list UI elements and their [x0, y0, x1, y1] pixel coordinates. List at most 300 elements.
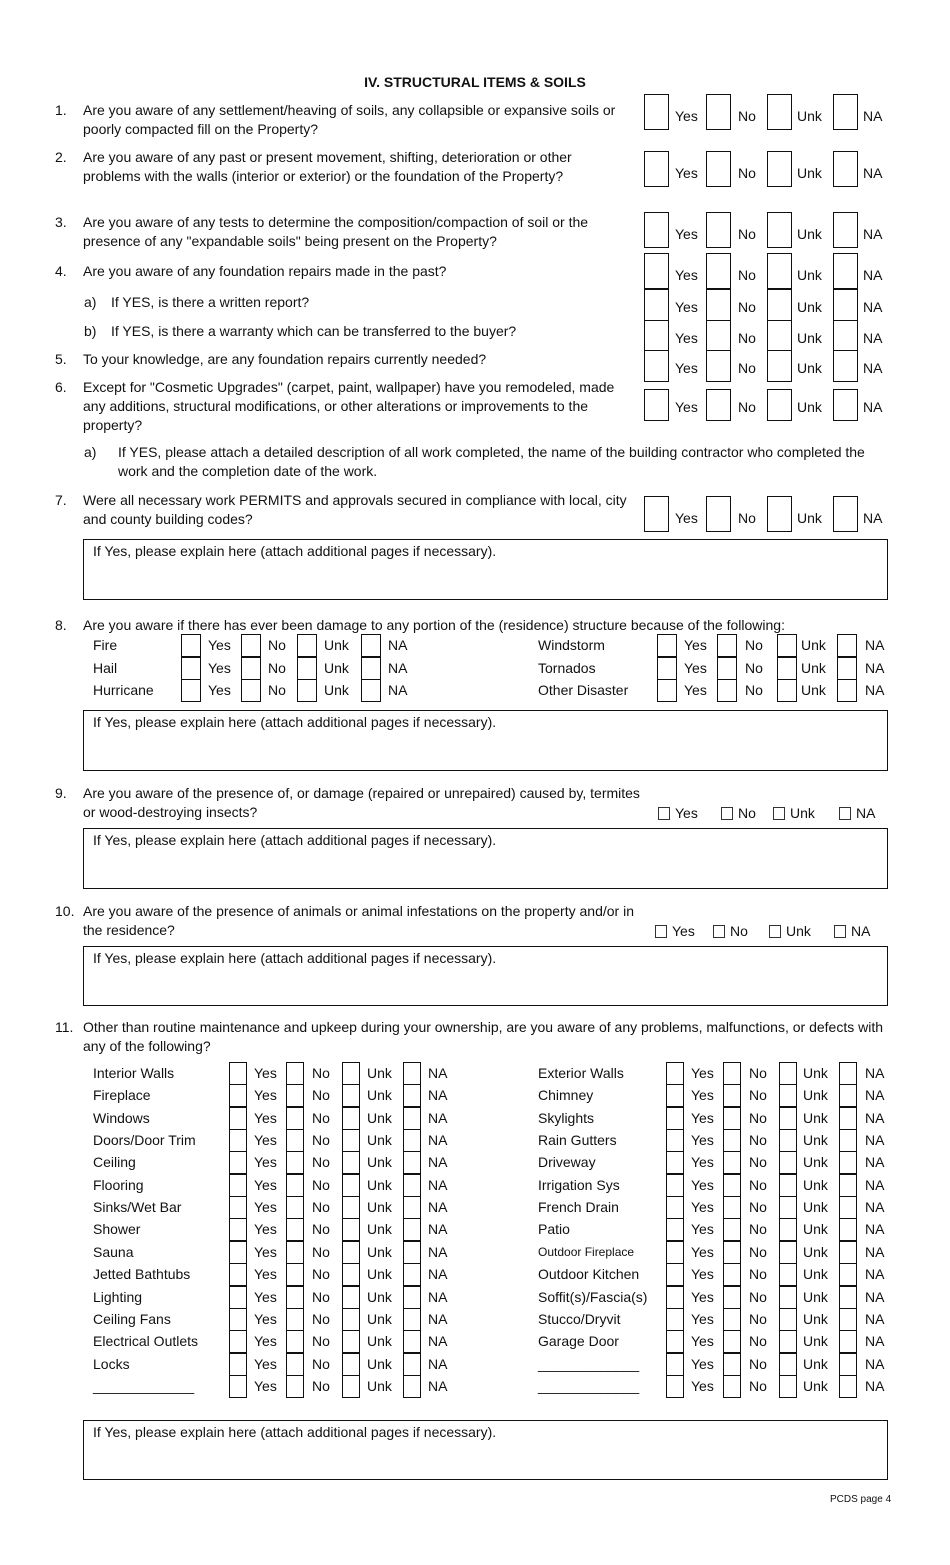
- checkbox-unk[interactable]: [767, 151, 792, 187]
- checkbox-square-icon[interactable]: [721, 807, 733, 820]
- option-label: Unk: [367, 1266, 392, 1283]
- checkbox-na[interactable]: [833, 212, 858, 248]
- option-label: NA: [863, 267, 883, 283]
- checkbox-unk[interactable]: [342, 1151, 360, 1174]
- checkbox-square-icon[interactable]: [769, 925, 781, 938]
- option-label: Unk: [367, 1377, 392, 1394]
- checkbox-na[interactable]: [839, 1263, 857, 1286]
- item-label: _____________: [93, 1377, 195, 1394]
- option-label: Yes: [208, 659, 231, 676]
- checkbox-na[interactable]: [403, 1129, 421, 1152]
- checkbox-no[interactable]: [286, 1218, 304, 1241]
- question-number: a): [84, 444, 97, 460]
- question-text: If YES, please attach a detailed description of all work completed, the name of the building contractor who completed the work and the completion date of the work.: [118, 444, 865, 479]
- option-label: Unk: [797, 165, 822, 181]
- checkbox-na[interactable]: [403, 1330, 421, 1353]
- item-label: Sinks/Wet Bar: [93, 1199, 182, 1216]
- checkbox-na[interactable]: [837, 679, 857, 702]
- checkbox-unk[interactable]: [779, 1062, 797, 1085]
- checkbox-yes[interactable]: [657, 634, 677, 657]
- checkbox-unk[interactable]: [342, 1129, 360, 1152]
- option-label: Yes: [254, 1310, 277, 1327]
- option-label: No: [749, 1154, 767, 1171]
- question-number: 9.: [55, 785, 67, 801]
- checkbox-na[interactable]: [839, 1218, 857, 1241]
- checkbox-na[interactable]: [403, 1353, 421, 1376]
- option-label: NA: [428, 1266, 448, 1283]
- checkbox-no[interactable]: [706, 253, 731, 289]
- option-label: Yes: [691, 1288, 714, 1305]
- option-label: Unk: [803, 1087, 828, 1104]
- checkbox-no[interactable]: [706, 212, 731, 248]
- checkbox-no[interactable]: [723, 1375, 741, 1398]
- item-label: Interior Walls: [93, 1065, 175, 1081]
- checkbox-yes[interactable]: [644, 496, 669, 532]
- option-label: No: [738, 330, 756, 346]
- option-label: Unk: [367, 1333, 392, 1350]
- explanation-box[interactable]: [83, 710, 888, 771]
- option-label: No: [268, 659, 286, 676]
- option-label: Yes: [675, 226, 698, 242]
- option-label: No: [749, 1109, 767, 1126]
- checkbox-na[interactable]: [403, 1196, 421, 1219]
- option-label: Yes: [684, 637, 707, 653]
- option-label: NA: [863, 299, 883, 315]
- checkbox-no[interactable]: [723, 1196, 741, 1219]
- hazard-label: Windstorm: [538, 637, 605, 653]
- checkbox-yes[interactable]: [229, 1151, 247, 1174]
- checkbox-yes[interactable]: [658, 804, 698, 822]
- checkbox-na[interactable]: [839, 1151, 857, 1174]
- checkbox-yes[interactable]: [229, 1286, 247, 1309]
- checkbox-unk[interactable]: [342, 1286, 360, 1309]
- option-label: Yes: [254, 1154, 277, 1171]
- checkbox-no[interactable]: [706, 320, 731, 352]
- checkbox-no[interactable]: [286, 1375, 304, 1398]
- option-label: No: [730, 923, 748, 939]
- checkbox-no[interactable]: [241, 679, 261, 702]
- checkbox-na[interactable]: [833, 496, 858, 532]
- checkbox-unk[interactable]: [773, 804, 815, 822]
- checkbox-unk[interactable]: [779, 1218, 797, 1241]
- checkbox-yes[interactable]: [666, 1084, 684, 1107]
- checkbox-na[interactable]: [403, 1151, 421, 1174]
- checkbox-square-icon[interactable]: [713, 925, 725, 938]
- checkbox-na[interactable]: [839, 804, 875, 822]
- explanation-hint: If Yes, please explain here (attach additional pages if necessary).: [93, 543, 497, 559]
- option-label: Unk: [797, 330, 822, 346]
- option-label: NA: [865, 1109, 885, 1126]
- checkbox-na[interactable]: [361, 657, 381, 680]
- explanation-hint: If Yes, please explain here (attach additional pages if necessary).: [93, 1424, 497, 1440]
- checkbox-na[interactable]: [403, 1241, 421, 1264]
- option-label: Yes: [691, 1333, 714, 1350]
- checkbox-yes[interactable]: [229, 1129, 247, 1152]
- checkbox-no[interactable]: [723, 1218, 741, 1241]
- checkbox-yes[interactable]: [644, 151, 669, 187]
- option-label: Unk: [803, 1310, 828, 1327]
- checkbox-no[interactable]: [723, 1286, 741, 1309]
- explanation-hint: If Yes, please explain here (attach additional pages if necessary).: [93, 950, 497, 966]
- checkbox-unk[interactable]: [297, 634, 317, 657]
- option-label: No: [312, 1377, 330, 1394]
- checkbox-unk[interactable]: [767, 253, 792, 289]
- checkbox-yes[interactable]: [229, 1107, 247, 1130]
- option-label: No: [312, 1221, 330, 1238]
- checkbox-square-icon[interactable]: [839, 807, 851, 820]
- checkbox-na[interactable]: [837, 634, 857, 657]
- checkbox-no[interactable]: [286, 1174, 304, 1197]
- checkbox-na[interactable]: [833, 320, 858, 352]
- checkbox-no[interactable]: [723, 1353, 741, 1376]
- checkbox-no[interactable]: [723, 1330, 741, 1353]
- checkbox-unk[interactable]: [297, 679, 317, 702]
- checkbox-no[interactable]: [717, 634, 737, 657]
- checkbox-unk[interactable]: [342, 1353, 360, 1376]
- checkbox-unk[interactable]: [779, 1286, 797, 1309]
- checkbox-yes[interactable]: [657, 679, 677, 702]
- checkbox-unk[interactable]: [342, 1375, 360, 1398]
- checkbox-yes[interactable]: [666, 1241, 684, 1264]
- checkbox-na[interactable]: [403, 1218, 421, 1241]
- checkbox-na[interactable]: [837, 657, 857, 680]
- option-label: No: [312, 1288, 330, 1305]
- option-label: No: [749, 1132, 767, 1149]
- option-label: Yes: [672, 923, 695, 939]
- checkbox-na[interactable]: [403, 1375, 421, 1398]
- checkbox-no[interactable]: [721, 804, 756, 822]
- checkbox-yes[interactable]: [666, 1174, 684, 1197]
- section-title: IV. STRUCTURAL ITEMS & SOILS: [364, 74, 586, 90]
- checkbox-no[interactable]: [286, 1196, 304, 1219]
- checkbox-no[interactable]: [286, 1151, 304, 1174]
- checkbox-yes[interactable]: [666, 1129, 684, 1152]
- option-label: Unk: [803, 1243, 828, 1260]
- question-text: Are you aware if there has ever been damage to any portion of the (residence) structure because of the following:: [83, 617, 785, 633]
- checkbox-na[interactable]: [839, 1286, 857, 1309]
- option-label: Unk: [803, 1266, 828, 1283]
- checkbox-no[interactable]: [723, 1151, 741, 1174]
- option-label: NA: [865, 1154, 885, 1171]
- option-label: No: [312, 1310, 330, 1327]
- checkbox-yes[interactable]: [666, 1263, 684, 1286]
- checkbox-no[interactable]: [723, 1084, 741, 1107]
- checkbox-no[interactable]: [241, 634, 261, 657]
- checkbox-no[interactable]: [286, 1308, 304, 1331]
- option-label: Yes: [691, 1243, 714, 1260]
- checkbox-no[interactable]: [723, 1129, 741, 1152]
- checkbox-yes[interactable]: [657, 657, 677, 680]
- option-label: Unk: [803, 1176, 828, 1193]
- item-label: Sauna: [93, 1243, 134, 1260]
- checkbox-no[interactable]: [717, 657, 737, 680]
- option-label: NA: [388, 682, 408, 698]
- checkbox-yes[interactable]: [181, 634, 201, 657]
- checkbox-no[interactable]: [241, 657, 261, 680]
- checkbox-na[interactable]: [833, 151, 858, 187]
- option-label: NA: [428, 1243, 448, 1260]
- checkbox-yes[interactable]: [229, 1353, 247, 1376]
- option-label: NA: [863, 165, 883, 181]
- checkbox-na[interactable]: [361, 634, 381, 657]
- checkbox-square-icon[interactable]: [834, 925, 846, 938]
- option-label: Unk: [803, 1109, 828, 1126]
- checkbox-no[interactable]: [706, 350, 731, 382]
- checkbox-no[interactable]: [286, 1263, 304, 1286]
- checkbox-unk[interactable]: [779, 1196, 797, 1219]
- item-label: Ceiling Fans: [93, 1310, 171, 1327]
- checkbox-yes[interactable]: [181, 679, 201, 702]
- checkbox-yes[interactable]: [229, 1062, 247, 1085]
- page-footer: PCDS page 4: [830, 1494, 892, 1505]
- option-label: NA: [863, 330, 883, 346]
- item-label: Exterior Walls: [538, 1065, 624, 1081]
- option-label: Yes: [254, 1176, 277, 1193]
- checkbox-yes[interactable]: [666, 1353, 684, 1376]
- option-label: Unk: [803, 1199, 828, 1216]
- checkbox-no[interactable]: [286, 1062, 304, 1085]
- checkbox-na[interactable]: [839, 1241, 857, 1264]
- checkbox-no[interactable]: [286, 1330, 304, 1353]
- checkbox-no[interactable]: [713, 922, 748, 940]
- question-number: 3.: [55, 214, 67, 230]
- option-label: NA: [428, 1199, 448, 1216]
- checkbox-na[interactable]: [403, 1286, 421, 1309]
- checkbox-yes[interactable]: [666, 1218, 684, 1241]
- explanation-box[interactable]: [83, 828, 888, 889]
- checkbox-yes[interactable]: [229, 1241, 247, 1264]
- checkbox-no[interactable]: [723, 1107, 741, 1130]
- checkbox-unk[interactable]: [777, 657, 797, 680]
- checkbox-unk[interactable]: [342, 1174, 360, 1197]
- option-label: Yes: [691, 1310, 714, 1327]
- item-label: Shower: [93, 1221, 141, 1238]
- checkbox-na[interactable]: [839, 1062, 857, 1085]
- checkbox-no[interactable]: [723, 1174, 741, 1197]
- checkbox-unk[interactable]: [779, 1353, 797, 1376]
- checkbox-unk[interactable]: [779, 1129, 797, 1152]
- hazard-label: Fire: [93, 637, 118, 653]
- option-label: Unk: [797, 399, 822, 415]
- checkbox-unk[interactable]: [342, 1330, 360, 1353]
- checkbox-na[interactable]: [833, 389, 858, 421]
- option-label: No: [749, 1333, 767, 1350]
- checkbox-no[interactable]: [717, 679, 737, 702]
- option-label: No: [738, 108, 756, 124]
- question-number: b): [84, 323, 97, 339]
- option-label: No: [312, 1176, 330, 1193]
- option-label: Unk: [367, 1310, 392, 1327]
- checkbox-na[interactable]: [403, 1107, 421, 1130]
- checkbox-unk[interactable]: [767, 320, 792, 352]
- checkbox-yes[interactable]: [644, 350, 669, 382]
- option-label: Yes: [254, 1065, 277, 1081]
- checkbox-unk[interactable]: [769, 922, 811, 940]
- checkbox-no[interactable]: [723, 1241, 741, 1264]
- option-label: Yes: [691, 1355, 714, 1372]
- checkbox-na[interactable]: [833, 350, 858, 382]
- checkbox-unk[interactable]: [779, 1107, 797, 1130]
- checkbox-unk[interactable]: [342, 1062, 360, 1085]
- option-label: Unk: [367, 1243, 392, 1260]
- checkbox-no[interactable]: [286, 1241, 304, 1264]
- checkbox-yes[interactable]: [666, 1062, 684, 1085]
- option-label: Yes: [684, 659, 707, 676]
- checkbox-na[interactable]: [839, 1107, 857, 1130]
- checkbox-no[interactable]: [706, 496, 731, 532]
- checkbox-no[interactable]: [706, 389, 731, 421]
- checkbox-yes[interactable]: [666, 1107, 684, 1130]
- checkbox-unk[interactable]: [767, 496, 792, 532]
- option-label: Unk: [803, 1065, 828, 1081]
- checkbox-na[interactable]: [403, 1263, 421, 1286]
- checkbox-yes[interactable]: [644, 320, 669, 352]
- checkbox-na[interactable]: [839, 1129, 857, 1152]
- checkbox-unk[interactable]: [779, 1308, 797, 1331]
- checkbox-na[interactable]: [839, 1174, 857, 1197]
- checkbox-no[interactable]: [706, 151, 731, 187]
- question-text: Are you aware of any foundation repairs made in the past?: [83, 263, 447, 279]
- checkbox-yes[interactable]: [229, 1084, 247, 1107]
- checkbox-yes[interactable]: [229, 1263, 247, 1286]
- explanation-box[interactable]: [83, 946, 888, 1006]
- checkbox-yes[interactable]: [644, 289, 669, 321]
- checkbox-unk[interactable]: [779, 1263, 797, 1286]
- checkbox-na[interactable]: [833, 253, 858, 289]
- hazard-label: Hurricane: [93, 682, 154, 698]
- checkbox-unk[interactable]: [342, 1196, 360, 1219]
- checkbox-no[interactable]: [706, 289, 731, 321]
- option-label: NA: [428, 1109, 448, 1126]
- checkbox-na[interactable]: [403, 1308, 421, 1331]
- checkbox-na[interactable]: [834, 922, 870, 940]
- option-label: No: [268, 682, 286, 698]
- checkbox-yes[interactable]: [644, 212, 669, 248]
- option-label: Yes: [675, 330, 698, 346]
- item-label: Flooring: [93, 1176, 144, 1193]
- checkbox-yes[interactable]: [666, 1196, 684, 1219]
- option-label: Unk: [803, 1333, 828, 1350]
- checkbox-unk[interactable]: [342, 1107, 360, 1130]
- checkbox-square-icon[interactable]: [773, 807, 785, 820]
- checkbox-no[interactable]: [286, 1286, 304, 1309]
- checkbox-no[interactable]: [723, 1062, 741, 1085]
- question-text: If YES, is there a written report?: [111, 294, 310, 310]
- checkbox-na[interactable]: [833, 289, 858, 321]
- question-text: Were all necessary work PERMITS and approvals secured in compliance with local, city and county building codes?: [83, 492, 627, 527]
- option-label: NA: [865, 1176, 885, 1193]
- checkbox-unk[interactable]: [779, 1151, 797, 1174]
- checkbox-yes[interactable]: [229, 1330, 247, 1353]
- checkbox-na[interactable]: [403, 1174, 421, 1197]
- checkbox-yes[interactable]: [181, 657, 201, 680]
- checkbox-unk[interactable]: [767, 289, 792, 321]
- checkbox-na[interactable]: [839, 1308, 857, 1331]
- hazard-label: Hail: [93, 659, 118, 676]
- checkbox-unk[interactable]: [767, 350, 792, 382]
- checkbox-yes[interactable]: [644, 389, 669, 421]
- checkbox-yes[interactable]: [229, 1375, 247, 1398]
- item-label: Fireplace: [93, 1087, 151, 1104]
- item-label: Windows: [93, 1109, 150, 1126]
- question-text: Are you aware of the presence of, or damage (repaired or unrepaired) caused by, termites or wood-destroying insects?: [83, 785, 640, 820]
- checkbox-unk[interactable]: [779, 1241, 797, 1264]
- checkbox-yes[interactable]: [666, 1286, 684, 1309]
- option-label: Unk: [367, 1087, 392, 1104]
- explanation-box[interactable]: [83, 1420, 888, 1480]
- checkbox-unk[interactable]: [779, 1375, 797, 1398]
- item-label: Rain Gutters: [538, 1132, 617, 1149]
- checkbox-unk[interactable]: [767, 212, 792, 248]
- checkbox-yes[interactable]: [229, 1218, 247, 1241]
- checkbox-na[interactable]: [361, 679, 381, 702]
- checkbox-no[interactable]: [286, 1084, 304, 1107]
- checkbox-unk[interactable]: [767, 94, 792, 130]
- checkbox-unk[interactable]: [342, 1084, 360, 1107]
- checkbox-no[interactable]: [723, 1308, 741, 1331]
- option-label: Yes: [684, 682, 707, 698]
- explanation-box[interactable]: [83, 539, 888, 600]
- checkbox-yes[interactable]: [666, 1151, 684, 1174]
- checkbox-yes[interactable]: [655, 922, 695, 940]
- checkbox-yes[interactable]: [644, 253, 669, 289]
- checkbox-unk[interactable]: [779, 1084, 797, 1107]
- checkbox-no[interactable]: [723, 1263, 741, 1286]
- checkbox-yes[interactable]: [666, 1330, 684, 1353]
- checkbox-no[interactable]: [286, 1353, 304, 1376]
- checkbox-na[interactable]: [839, 1330, 857, 1353]
- hazard-label: Tornados: [538, 659, 596, 676]
- checkbox-unk[interactable]: [342, 1241, 360, 1264]
- checkbox-unk[interactable]: [779, 1330, 797, 1353]
- checkbox-na[interactable]: [833, 94, 858, 130]
- option-label: NA: [865, 1132, 885, 1149]
- option-label: Unk: [797, 108, 822, 124]
- checkbox-no[interactable]: [286, 1129, 304, 1152]
- checkbox-no[interactable]: [706, 94, 731, 130]
- checkbox-unk[interactable]: [342, 1308, 360, 1331]
- checkbox-unk[interactable]: [342, 1218, 360, 1241]
- checkbox-yes[interactable]: [229, 1174, 247, 1197]
- checkbox-unk[interactable]: [297, 657, 317, 680]
- checkbox-square-icon[interactable]: [655, 925, 667, 938]
- option-label: Yes: [691, 1109, 714, 1126]
- checkbox-unk[interactable]: [777, 679, 797, 702]
- checkbox-yes[interactable]: [644, 94, 669, 130]
- checkbox-yes[interactable]: [229, 1196, 247, 1219]
- checkbox-na[interactable]: [839, 1196, 857, 1219]
- checkbox-unk[interactable]: [767, 389, 792, 421]
- checkbox-yes[interactable]: [229, 1308, 247, 1331]
- checkbox-square-icon[interactable]: [658, 807, 670, 820]
- checkbox-na[interactable]: [839, 1375, 857, 1398]
- option-label: Unk: [367, 1132, 392, 1149]
- checkbox-no[interactable]: [286, 1107, 304, 1130]
- checkbox-yes[interactable]: [666, 1308, 684, 1331]
- checkbox-na[interactable]: [839, 1353, 857, 1376]
- question-number: 6.: [55, 379, 67, 395]
- checkbox-unk[interactable]: [777, 634, 797, 657]
- checkbox-na[interactable]: [403, 1062, 421, 1085]
- checkbox-na[interactable]: [403, 1084, 421, 1107]
- checkbox-yes[interactable]: [666, 1375, 684, 1398]
- option-label: Yes: [691, 1132, 714, 1149]
- checkbox-unk[interactable]: [342, 1263, 360, 1286]
- checkbox-na[interactable]: [839, 1084, 857, 1107]
- question-text: If YES, is there a warranty which can be transferred to the buyer?: [111, 323, 517, 339]
- option-label: Unk: [367, 1176, 392, 1193]
- checkbox-unk[interactable]: [779, 1174, 797, 1197]
